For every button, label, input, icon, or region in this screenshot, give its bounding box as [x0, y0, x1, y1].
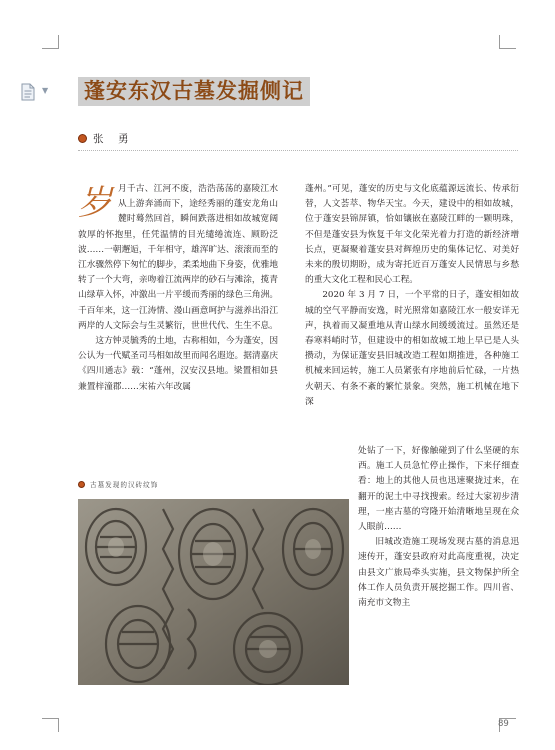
- crop-mark: [58, 718, 59, 732]
- document-icon[interactable]: [20, 83, 36, 101]
- paragraph: 蓬州。”可见，蓬安的历史与文化底蕴源远流长、传承衍替，人文荟萃、物华天宝。今天，建设中的相如故城，位于蓬安县锦屏镇，恰如镶嵌在嘉陵江畔的一颗明珠，不但是蓬安县为恢复千年文化荣光着力打造的新经济增长点，更凝聚着蓬安县对辉煌历史的集体记忆、对美好未来的殷切期盼，成为寄托近百万蓬安人民情思与乡愁的重大文化工程和民心工程。: [305, 184, 519, 286]
- author-line: [78, 131, 131, 146]
- drop-cap: 岁: [78, 183, 112, 223]
- bullet-icon: [78, 481, 85, 488]
- paragraph: 这方钟灵毓秀的土地，古称相如，今为蓬安，因公认为一代赋圣司马相如故里而闻名遐迩。据清嘉庆《四川通志》载：“蓬州，汉安汉县地。梁置相如县兼置梓潼郡……宋祐六年改属: [78, 336, 278, 392]
- paragraph: [78, 182, 278, 334]
- right-column-lower: [358, 444, 519, 611]
- paragraph: 2020 年 3 月 7 日，一个平常的日子，蓬安相如故城的空气平静而安逸，时光照常如嘉陵江水一般安详无声，执着而又凝重地从青山绿水间缓缓流过。虽然还是春寒料峭时节，但建设中的相如故城工地上早已是人头攒动，为保证蓬安县旧城改造工程如期推进，各种施工机械来回运转，施工人员紧张有序地前后忙碌，一片热火朝天、有条不紊的繁忙景象。突然，施工机械在地下深: [305, 290, 519, 407]
- crop-mark: [42, 48, 58, 49]
- paragraph-text: 月千古、江河不废，浩浩荡荡的嘉陵江水从上游奔涌而下，途经秀丽的蓬安龙角山麓时蓦然回首，瞬间跌落进相如故城宽阔敦厚的怀抱里，任凭温情的目光缱绻流连、顾盼泛波……一朝邂逅，千年相守，雄浑旷达、滚滚而至的江水骤然停下匆忙的脚步，柔柔地曲下身姿，优雅地转了一个大弯，亲吻着江流两岸的砂石与滩涂，揽青山绿草入怀，冲激出一片平缓而秀丽的绿色三角洲。千百年来，这一江涛情、漫山画意呵护与滋养出沿江两岸的人文际会与生灵繁衍，世世代代、生生不息。: [78, 184, 278, 331]
- paragraph: 旧城改造施工现场发现古墓的消息迅速传开，蓬安县政府对此高度重视，决定由县文广旅局牵头实施，县文物保护所全体工作人员负责开展挖掘工作。四川省、南充市文物主: [358, 537, 519, 609]
- article-title: 蓬安东汉古墓发掘侧记: [84, 79, 304, 103]
- divider: [78, 150, 518, 151]
- crop-mark: [499, 35, 500, 49]
- bullet-icon: [78, 134, 87, 143]
- crop-mark: [58, 35, 59, 49]
- han-brick-photo: [78, 499, 349, 685]
- page-number: 89: [498, 719, 509, 729]
- crop-mark: [500, 48, 516, 49]
- paragraph: 处钻了一下，好像触碰到了什么坚硬的东西。施工人员急忙停止操作，下来仔细查看：地上的其他人员也迅速聚拢过来，在翻开的泥土中寻找搜索。经过大家初步清理，一座古墓的穹隆开始清晰地呈现在众人眼前……: [358, 446, 519, 533]
- crop-mark: [42, 718, 58, 719]
- right-column: [305, 182, 519, 410]
- title-box: [78, 77, 310, 106]
- caret-down-icon[interactable]: ▼: [42, 86, 49, 95]
- author-name: 张 勇: [93, 133, 131, 145]
- left-column: [78, 182, 278, 395]
- figure-caption: [78, 479, 158, 489]
- caption-text: 古墓发现的汉砖纹饰: [90, 481, 159, 489]
